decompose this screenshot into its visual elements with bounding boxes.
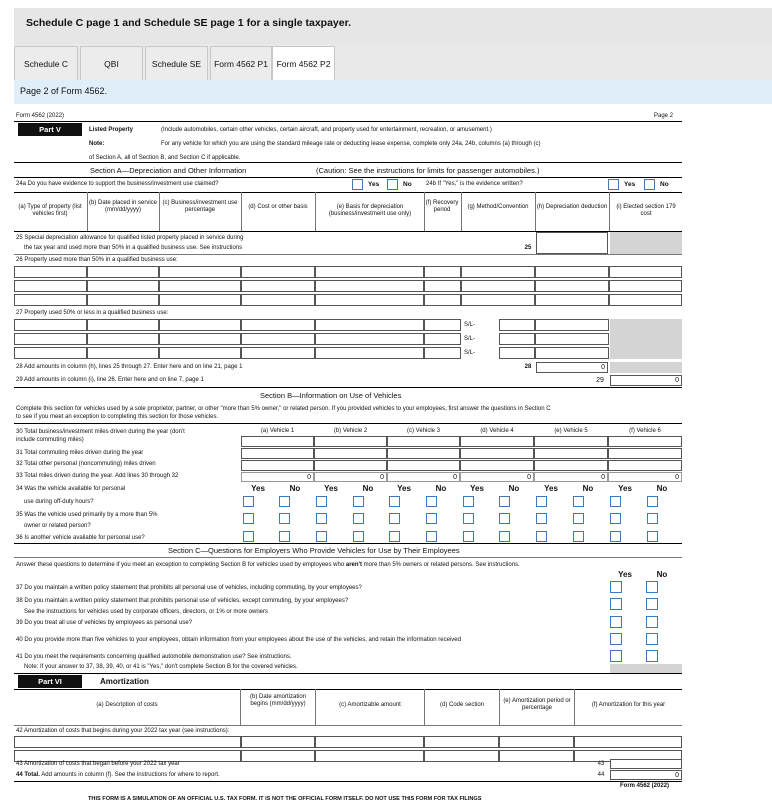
l32-v2[interactable] <box>314 460 387 471</box>
v4-no-header: No <box>508 484 520 493</box>
form-4562-page-2 <box>14 108 682 806</box>
l26-r2-i[interactable] <box>609 280 682 292</box>
l33-v4: 0 <box>460 472 534 482</box>
l40-no[interactable] <box>646 633 658 645</box>
vehicle-5-header: (e) Vehicle 5 <box>554 428 588 434</box>
line-39-label: 39 Do you treat all use of vehicles by employees as personal use? <box>16 620 193 626</box>
l35-v6-no[interactable] <box>647 513 658 524</box>
tab-qbi[interactable]: QBI <box>80 46 143 80</box>
part5-note-label: Note: <box>89 141 105 147</box>
l27-r2-e[interactable] <box>315 333 424 345</box>
v1-yes-header: Yes <box>251 484 265 493</box>
l31-v6[interactable] <box>608 448 682 459</box>
l30-v3[interactable] <box>387 436 460 447</box>
section-c-no-header: No <box>656 570 668 579</box>
l34-v2-no[interactable] <box>353 496 364 507</box>
l30-v2[interactable] <box>314 436 387 447</box>
l36-v2-no[interactable] <box>353 531 364 542</box>
line-44-number: 44 <box>597 772 605 778</box>
l26-r1-g[interactable] <box>461 266 535 278</box>
v2-yes-header: Yes <box>324 484 338 493</box>
l41-no[interactable] <box>646 650 658 662</box>
l36-v1-yes[interactable] <box>243 531 254 542</box>
v2-no-header: No <box>362 484 374 493</box>
l35-v5-yes[interactable] <box>536 513 547 524</box>
l36-v4-yes[interactable] <box>463 531 474 542</box>
l31-v1[interactable] <box>241 448 314 459</box>
line-29-value[interactable]: 0 <box>610 375 682 386</box>
l35-v6-yes[interactable] <box>610 513 621 524</box>
p6-col-c-header: (c) Amortizable amount <box>339 702 401 708</box>
line-37-label: 37 Do you maintain a written policy statement that prohibits all personal use of vehicles, including commuting, by your employees? <box>16 585 362 591</box>
l34-v2-yes[interactable] <box>316 496 327 507</box>
page-banner <box>14 80 772 104</box>
l26-r2-g[interactable] <box>461 280 535 292</box>
vehicle-1-header: (a) Vehicle 1 <box>260 428 295 434</box>
l32-v4[interactable] <box>460 460 534 471</box>
line-42-label: 42 Amortization of costs that begins during your 2022 tax year (see instructions): <box>16 728 230 734</box>
l33-v6: 0 <box>608 472 682 482</box>
l27-r3-e[interactable] <box>315 347 424 359</box>
line-33-label: 33 Total miles driven during the year. Add lines 30 through 32 <box>16 473 179 479</box>
part6-label: Part VI <box>18 675 82 688</box>
vehicle-2-header: (b) Vehicle 2 <box>333 428 368 434</box>
l36-v5-yes[interactable] <box>536 531 547 542</box>
l27-r1-a[interactable] <box>14 319 87 331</box>
app-header <box>14 8 772 44</box>
vehicle-3-header: (c) Vehicle 3 <box>406 428 440 434</box>
l34-v1-no[interactable] <box>279 496 290 507</box>
l26-r3-a[interactable] <box>14 294 87 306</box>
l35-v3-no[interactable] <box>426 513 437 524</box>
l26-r1-a[interactable] <box>14 266 87 278</box>
24a-no-label: No <box>403 181 412 188</box>
v5-yes-header: Yes <box>544 484 558 493</box>
l34-v3-no[interactable] <box>426 496 437 507</box>
v6-yes-header: Yes <box>618 484 632 493</box>
v1-no-header: No <box>289 484 301 493</box>
l33-v5: 0 <box>534 472 608 482</box>
col-i-header: (i) Elected section 179 cost <box>616 204 676 217</box>
24b-no-label: No <box>660 181 669 188</box>
v3-no-header: No <box>435 484 447 493</box>
l42-r1-d[interactable] <box>424 736 499 748</box>
l26-r3-b[interactable] <box>87 294 159 306</box>
l27-r1-b[interactable] <box>87 319 159 331</box>
l34-v1-yes[interactable] <box>243 496 254 507</box>
line-34-label-b: use during off-duty hours? <box>24 499 94 505</box>
l27-r2-d[interactable] <box>241 333 315 345</box>
line-40-label: 40 Do you provide more than five vehicles to your employees, obtain information from your employees about the use of the vehicles, and retain the information received <box>16 637 461 643</box>
col-d-header: (d) Cost or other basis <box>248 204 308 210</box>
l34-v6-no[interactable] <box>647 496 658 507</box>
l26-r2-h[interactable] <box>535 280 609 292</box>
l34-v4-yes[interactable] <box>463 496 474 507</box>
p6-col-a-header: (a) Description of costs <box>96 702 158 708</box>
line-35-label-a: 35 Was the vehicle used primarily by a more than 5% <box>16 512 158 518</box>
l27-r3-a[interactable] <box>14 347 87 359</box>
l34-v3-yes[interactable] <box>389 496 400 507</box>
l36-v5-no[interactable] <box>573 531 584 542</box>
l31-v2[interactable] <box>314 448 387 459</box>
l35-v1-no[interactable] <box>279 513 290 524</box>
l32-v1[interactable] <box>241 460 314 471</box>
24a-yes-label: Yes <box>368 181 380 188</box>
l35-v1-yes[interactable] <box>243 513 254 524</box>
p6-col-b-header: (b) Date amortization begins (mm/dd/yyyy) <box>249 694 307 707</box>
l27-r3-h[interactable] <box>535 347 609 359</box>
l27-r1-f[interactable] <box>424 319 461 331</box>
l26-r3-f[interactable] <box>424 294 461 306</box>
l34-v6-yes[interactable] <box>610 496 621 507</box>
l42-r2-b[interactable] <box>241 750 315 762</box>
l26-r2-c[interactable] <box>159 280 241 292</box>
line-36-label: 36 Is another vehicle available for personal use? <box>16 535 145 541</box>
l26-r3-d[interactable] <box>241 294 315 306</box>
line-34-label-a: 34 Was the vehicle available for personal <box>16 486 126 492</box>
l35-v4-yes[interactable] <box>463 513 474 524</box>
l31-v3[interactable] <box>387 448 460 459</box>
line-43-number: 43 <box>597 761 605 767</box>
v6-no-header: No <box>656 484 668 493</box>
l27-r2-b[interactable] <box>87 333 159 345</box>
l27-r1-c[interactable] <box>159 319 241 331</box>
l33-v2: 0 <box>314 472 387 482</box>
l42-r1-c[interactable] <box>315 736 424 748</box>
line-26-label: 26 Property used more than 50% in a qualified business use: <box>16 257 178 263</box>
l36-v4-no[interactable] <box>499 531 510 542</box>
l42-r2-e[interactable] <box>499 750 574 762</box>
l37-no[interactable] <box>646 581 658 593</box>
l26-r3-h[interactable] <box>535 294 609 306</box>
v5-no-header: No <box>582 484 594 493</box>
l30-v6[interactable] <box>608 436 682 447</box>
footer-form-label: Form 4562 (2022) <box>620 783 670 789</box>
l27-r2-g[interactable] <box>499 333 535 345</box>
l35-v5-no[interactable] <box>573 513 584 524</box>
page-label: Page 2 of Form 4562. <box>20 86 108 96</box>
l42-r1-b[interactable] <box>241 736 315 748</box>
l39-yes[interactable] <box>610 616 622 628</box>
line-30-label-a: 30 Total business/investment miles driven during the year (don't <box>16 429 185 435</box>
p6-col-f-header: (f) Amortization for this year <box>591 702 666 708</box>
l27-r1-h[interactable] <box>535 319 609 331</box>
app-title: Schedule C page 1 and Schedule SE page 1 for a single taxpayer. <box>26 17 352 29</box>
section-b-intro-2: to see if you meet an exception to completing this section for those vehicles. <box>16 414 219 420</box>
l27-r3-f[interactable] <box>424 347 461 359</box>
l26-r1-e[interactable] <box>315 266 424 278</box>
col-e-header: (e) Basis for depreciation (business/investment use only) <box>328 204 412 217</box>
v3-yes-header: Yes <box>397 484 411 493</box>
part5-desc: (Include automobiles, certain other vehicles, certain aircraft, and property used for entertainment, recreation, or amusement.) <box>161 127 492 133</box>
tab-form-4562-p2[interactable]: Form 4562 P2 <box>272 46 335 81</box>
line-43-label: 43 Amortization of costs that began before your 2022 tax year <box>16 761 180 767</box>
tab-schedule-c[interactable]: Schedule C <box>14 46 78 80</box>
line-38-label-b: See the instructions for vehicles used by corporate officers, directors, or 1% or more owners <box>24 609 268 615</box>
24b-yes-label: Yes <box>624 181 636 188</box>
col-f-header: (f) Recovery period <box>425 200 459 213</box>
tab-form-4562-p1[interactable]: Form 4562 P1 <box>210 46 272 80</box>
l27-r3-sl: S/L- <box>464 350 476 356</box>
l26-r2-e[interactable] <box>315 280 424 292</box>
l30-v5[interactable] <box>534 436 608 447</box>
l31-v5[interactable] <box>534 448 608 459</box>
l42-r1-a[interactable] <box>14 736 241 748</box>
form-header-left: Form 4562 (2022) <box>16 113 65 119</box>
l42-r1-e[interactable] <box>499 736 574 748</box>
line-44-value: 0 <box>610 770 682 780</box>
v4-yes-header: Yes <box>470 484 484 493</box>
l30-v1[interactable] <box>241 436 314 447</box>
l27-r1-g[interactable] <box>499 319 535 331</box>
24b-yes-checkbox[interactable] <box>608 179 619 190</box>
l27-r3-d[interactable] <box>241 347 315 359</box>
l35-v2-no[interactable] <box>353 513 364 524</box>
l34-v5-no[interactable] <box>573 496 584 507</box>
col-b-header: (b) Date placed in service (mm/dd/yyyy) <box>88 200 158 213</box>
part6-title: Amortization <box>100 677 149 686</box>
l42-r2-d[interactable] <box>424 750 499 762</box>
l42-r2-c[interactable] <box>315 750 424 762</box>
part5-note-text: For any vehicle for which you are using the standard mileage rate or deducting lease expense, complete only 24a, 24b, columns (a) through (c) <box>161 141 541 147</box>
l27-r2-f[interactable] <box>424 333 461 345</box>
line-31-label: 31 Total commuting miles driven during the year <box>16 450 144 456</box>
col-a-header: (a) Type of property (list vehicles first) <box>18 204 82 217</box>
line-25-label-a: 25 Special depreciation allowance for qualified listed property placed in service during <box>16 235 244 241</box>
form-header-right: Page 2 <box>654 113 674 119</box>
l26-r3-c[interactable] <box>159 294 241 306</box>
24a-yes-checkbox[interactable] <box>352 179 363 190</box>
l26-r1-b[interactable] <box>87 266 159 278</box>
l37-yes[interactable] <box>610 581 622 593</box>
l32-v3[interactable] <box>387 460 460 471</box>
l35-v3-yes[interactable] <box>389 513 400 524</box>
l38-no[interactable] <box>646 598 658 610</box>
l26-r1-d[interactable] <box>241 266 315 278</box>
line-27-label: 27 Property used 50% or less in a qualified business use: <box>16 310 169 316</box>
vehicle-6-header: (f) Vehicle 6 <box>629 428 661 434</box>
l26-r2-d[interactable] <box>241 280 315 292</box>
l42-r1-f[interactable] <box>574 736 682 748</box>
l34-v4-no[interactable] <box>499 496 510 507</box>
l26-r2-a[interactable] <box>14 280 87 292</box>
l36-v2-yes[interactable] <box>316 531 327 542</box>
l26-r2-b[interactable] <box>87 280 159 292</box>
line-29-label: 29 Add amounts in column (i), line 26. Enter here and on line 7, page 1 <box>16 377 204 383</box>
section-b-title: Section B—Information on Use of Vehicles <box>260 391 402 400</box>
l34-v5-yes[interactable] <box>536 496 547 507</box>
line-29-number: 29 <box>596 377 604 384</box>
l27-r2-sl: S/L- <box>464 336 476 342</box>
col-h-header: (h) Depreciation deduction <box>536 204 608 210</box>
line-35-label-b: owner or related person? <box>24 523 91 529</box>
section-b-intro-1: Complete this section for vehicles used by a sole proprietor, partner, or other "more than 5% owner," or related person. If you provided vehicles to your employees, first answer the questions in Section C <box>16 406 551 412</box>
section-a-caution: (Caution: See the instructions for limits for passenger automobiles.) <box>316 166 540 175</box>
l32-v6[interactable] <box>608 460 682 471</box>
line-28-number: 28 <box>524 364 532 370</box>
l27-r2-a[interactable] <box>14 333 87 345</box>
section-c-title: Section C—Questions for Employers Who Provide Vehicles for Use by Their Employees <box>168 546 460 555</box>
tab-schedule-se[interactable]: Schedule SE <box>145 46 208 80</box>
line-24a-label: 24a Do you have evidence to support the business/investment use claimed? <box>16 181 219 187</box>
line-32-label: 32 Total other personal (noncommuting) miles driven <box>16 461 156 467</box>
line-25-h-input[interactable] <box>536 232 608 254</box>
tab-bar <box>14 44 772 80</box>
l26-r3-i[interactable] <box>609 294 682 306</box>
l26-r3-e[interactable] <box>315 294 424 306</box>
l27-r3-c[interactable] <box>159 347 241 359</box>
l31-v4[interactable] <box>460 448 534 459</box>
l26-r1-c[interactable] <box>159 266 241 278</box>
l35-v4-no[interactable] <box>499 513 510 524</box>
l26-r3-g[interactable] <box>461 294 535 306</box>
l36-v6-yes[interactable] <box>610 531 621 542</box>
line-28-label: 28 Add amounts in column (h), lines 25 through 27. Enter here and on line 21, page 1 <box>16 364 243 370</box>
24a-no-checkbox[interactable] <box>387 179 398 190</box>
p6-col-e-header: (e) Amortization period or percentage <box>503 698 571 711</box>
line-25-label-b: the tax year and used more than 50% in a qualified business use. See instructions <box>24 245 243 251</box>
24b-no-checkbox[interactable] <box>644 179 655 190</box>
l27-r3-b[interactable] <box>87 347 159 359</box>
l30-v4[interactable] <box>460 436 534 447</box>
l36-v3-no[interactable] <box>426 531 437 542</box>
l27-r3-g[interactable] <box>499 347 535 359</box>
disclaimer: THIS FORM IS A SIMULATION OF AN OFFICIAL U.S. TAX FORM. IT IS NOT THE OFFICIAL FORM ITSELF. DO NOT USE THIS FORM FOR TAX FILINGS <box>88 796 482 802</box>
l40-yes[interactable] <box>610 633 622 645</box>
part5-title: Listed Property <box>89 127 134 133</box>
line-30-label-b: include commuting miles) <box>16 437 84 443</box>
line-28-value[interactable]: 0 <box>536 362 608 373</box>
l38-yes[interactable] <box>610 598 622 610</box>
section-a-title: Section A—Depreciation and Other Information <box>90 166 247 175</box>
line-38-label-a: 38 Do you maintain a written policy statement that prohibits personal use of vehicles, except commuting, by your employees? <box>16 598 349 604</box>
l33-v3: 0 <box>387 472 460 482</box>
vehicle-4-header: (d) Vehicle 4 <box>480 428 514 434</box>
l27-r1-sl: S/L- <box>464 322 476 328</box>
line-41-label: 41 Do you meet the requirements concerning qualified automobile demonstration use? See instructions. <box>16 654 292 660</box>
section-c-note: Note: If your answer to 37, 38, 39, 40, or 41 is "Yes," don't complete Section B for the covered vehicles. <box>24 664 298 670</box>
l36-v6-no[interactable] <box>647 531 658 542</box>
col-c-header: (c) Business/investment use percentage <box>162 200 238 213</box>
l26-r2-f[interactable] <box>424 280 461 292</box>
col-g-header: (g) Method/Convention <box>467 204 529 210</box>
part5-label: Part V <box>18 123 82 136</box>
part5-note-text-2: of Section A, all of Section B, and Section C if applicable. <box>89 155 241 161</box>
l26-r1-h[interactable] <box>535 266 609 278</box>
l39-no[interactable] <box>646 616 658 628</box>
section-c-yes-header: Yes <box>618 570 632 579</box>
l27-r2-c[interactable] <box>159 333 241 345</box>
l36-v3-yes[interactable] <box>389 531 400 542</box>
l27-r2-h[interactable] <box>535 333 609 345</box>
l26-r1-f[interactable] <box>424 266 461 278</box>
l35-v2-yes[interactable] <box>316 513 327 524</box>
line-24b-label: 24b If "Yes," is the evidence written? <box>426 181 523 187</box>
l27-r1-e[interactable] <box>315 319 424 331</box>
p6-col-d-header: (d) Code section <box>439 702 485 708</box>
section-c-intro: Answer these questions to determine if you meet an exception to completing Section B for vehicles used by employees who aren't more than 5% owners or related persons. See instructions. <box>16 562 520 568</box>
line-44-label: 44 Total. Add amounts in column (f). See the instructions for where to report. <box>16 772 220 778</box>
l27-r1-d[interactable] <box>241 319 315 331</box>
line-43-input[interactable] <box>610 759 682 769</box>
l33-v1: 0 <box>241 472 314 482</box>
l41-yes[interactable] <box>610 650 622 662</box>
line-25-number: 25 <box>524 245 532 251</box>
l32-v5[interactable] <box>534 460 608 471</box>
l36-v1-no[interactable] <box>279 531 290 542</box>
l26-r1-i[interactable] <box>609 266 682 278</box>
